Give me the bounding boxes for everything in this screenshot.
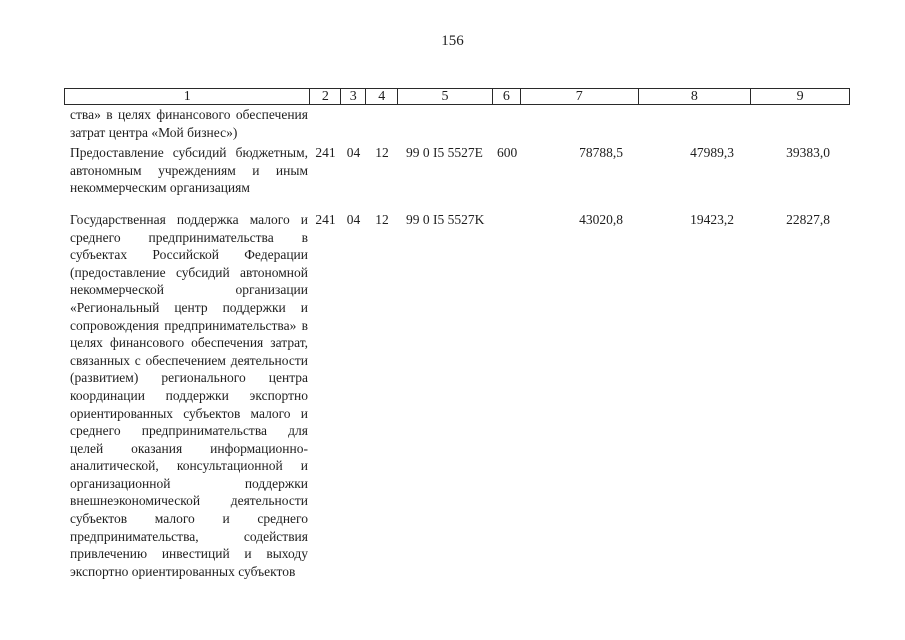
row-col-8: 47989,3: [690, 145, 734, 161]
row-col-5: 99 0 I5 5527K: [406, 211, 485, 227]
row-description: Государственная поддержка малого и среднего предпринимательства в субъектах Российской Федерации (предоставление субсидий автономной некоммерческой организации «Региональный центр поддержки и сопровождения предпринимательства» в целях финансового обеспечения затрат, связанных с обеспечением деятельности (развитием) регионального центра координации поддержки экспортно ориентированных субъектов малого и среднего предпринимательства для целей оказания информационно-аналитической, консультационной и организационной поддержки внешнеэкономической деятельности субъектов малого и среднего предпринимательства, содействия привлечению инвестиций и выходу экспортно ориентированных субъектов: [70, 211, 308, 579]
row-col-3: [341, 106, 366, 141]
row-col-8: [639, 106, 752, 141]
table-row: [64, 211, 850, 580]
row-col-6: 600: [497, 145, 518, 161]
row-col-2: 241: [315, 211, 336, 227]
row-col-7: 43020,8: [579, 211, 623, 227]
table-row: [64, 106, 850, 141]
header-col-1: 1: [65, 89, 310, 104]
row-col-8: 19423,2: [690, 211, 734, 227]
header-col-4: 4: [366, 89, 398, 104]
row-col-4: [366, 106, 398, 141]
row-col-3: 04: [346, 211, 361, 227]
row-col-9: [752, 106, 850, 141]
row-col-7: [521, 106, 639, 141]
row-col-2: [310, 106, 341, 141]
row-col-4: 12: [375, 145, 389, 161]
row-col-7: 78788,5: [579, 145, 623, 161]
table-body: [64, 106, 850, 580]
row-col-4: 12: [375, 211, 389, 227]
table-row: [64, 144, 850, 197]
row-col-5: [398, 106, 493, 141]
row-col-2: 241: [315, 145, 336, 161]
table-header: [64, 88, 850, 105]
header-col-8: 8: [639, 89, 752, 104]
page-number: 156: [441, 33, 464, 49]
row-description: ства» в целях финансового обеспечения затрат центра «Мой бизнес»): [70, 107, 308, 140]
row-col-9: 39383,0: [786, 145, 830, 161]
header-col-2: 2: [310, 89, 341, 104]
header-col-5: 5: [398, 89, 493, 104]
header-col-7: 7: [521, 89, 639, 104]
header-col-9: 9: [796, 89, 804, 104]
row-col-5: 99 0 I5 5527E: [406, 145, 483, 161]
row-col-3: 04: [346, 145, 361, 161]
row-col-6: [493, 106, 521, 141]
header-col-3: 3: [341, 89, 366, 104]
row-description: Предоставление субсидий бюджетным, автономным учреждениям и иным некоммерческим организациям: [70, 145, 308, 196]
row-col-6: [493, 211, 521, 580]
row-col-9: 22827,8: [786, 211, 830, 227]
header-col-6: 6: [493, 89, 521, 104]
